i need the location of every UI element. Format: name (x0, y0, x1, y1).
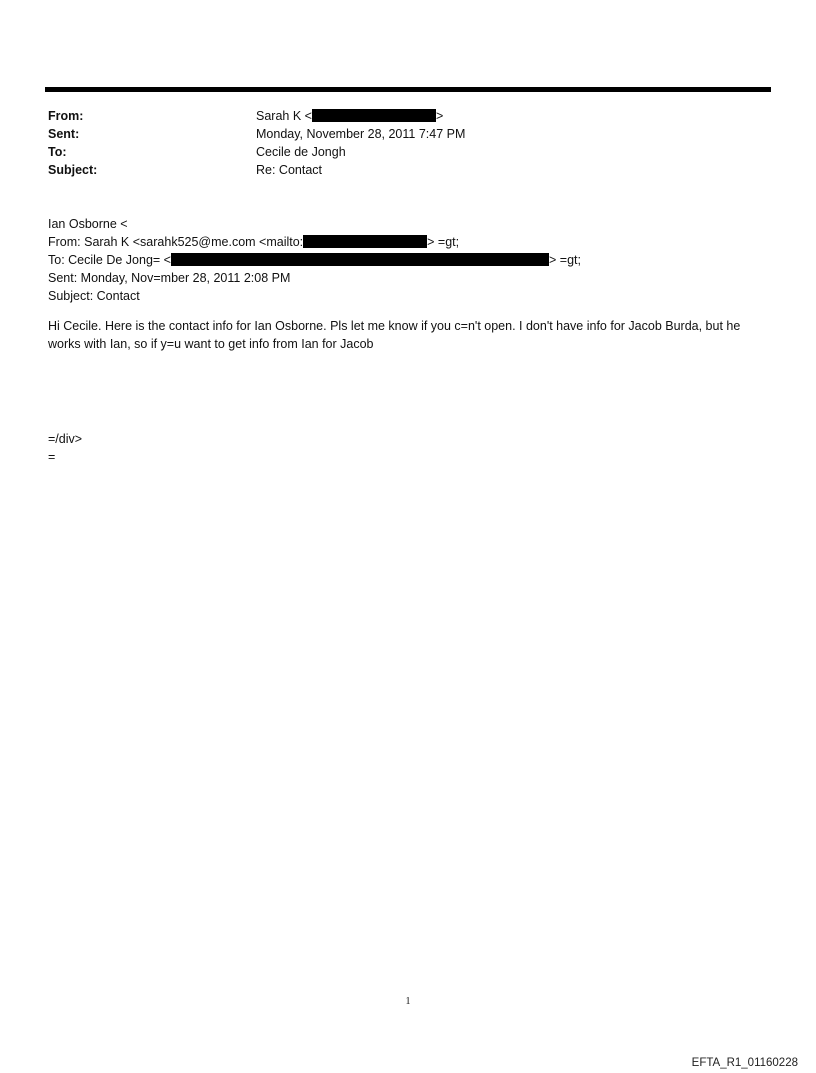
redaction-box (303, 235, 427, 248)
to-value: Cecile de Jongh (256, 145, 346, 159)
quoted-from-end: > =gt; (427, 235, 460, 249)
trailing-line: =/div> (48, 432, 83, 446)
from-label: From: (48, 109, 84, 123)
from-close: > (435, 109, 444, 123)
quoted-subject-line: Subject: Contact (48, 289, 140, 303)
header-divider (45, 87, 771, 92)
quoted-to-line (48, 251, 768, 269)
to-row (48, 143, 768, 161)
quoted-to-end: > =gt; (549, 253, 581, 267)
sent-row (48, 125, 768, 143)
from-row (48, 107, 768, 125)
redaction-box (171, 253, 549, 266)
subject-row (48, 161, 768, 179)
quoted-sent-line: Sent: Monday, Nov=mber 28, 2011 2:08 PM (48, 271, 291, 285)
bates-number: EFTA_R1_01160228 (691, 1057, 798, 1069)
page-number: 1 (405, 996, 411, 1007)
sent-value: Monday, November 28, 2011 7:47 PM (256, 127, 466, 141)
from-name: Sarah K < (256, 109, 312, 123)
subject-label: Subject: (48, 163, 98, 177)
redaction-box (312, 109, 436, 122)
trailing-line: = (48, 450, 56, 464)
quoted-to-start: To: Cecile De Jong= < (48, 253, 171, 267)
quoted-line: Ian Osborne < (48, 217, 128, 231)
quoted-from-start: From: Sarah K <sarahk525@me.com <mailto: (48, 235, 304, 249)
email-body (48, 215, 768, 353)
quoted-from-line (48, 233, 768, 251)
subject-value: Re: Contact (256, 163, 323, 177)
message-paragraph: Hi Cecile. Here is the contact info for Ian Osborne. Pls let me know if you c=n't open. I don't have info for Jacob Burda, but he works with Ian, so if y=u want to get info from Ian for Jacob (48, 319, 741, 351)
email-header (48, 107, 768, 179)
sent-label: Sent: (48, 127, 80, 141)
to-label: To: (48, 145, 67, 159)
trailing-markup (48, 430, 82, 466)
from-value (256, 107, 768, 125)
